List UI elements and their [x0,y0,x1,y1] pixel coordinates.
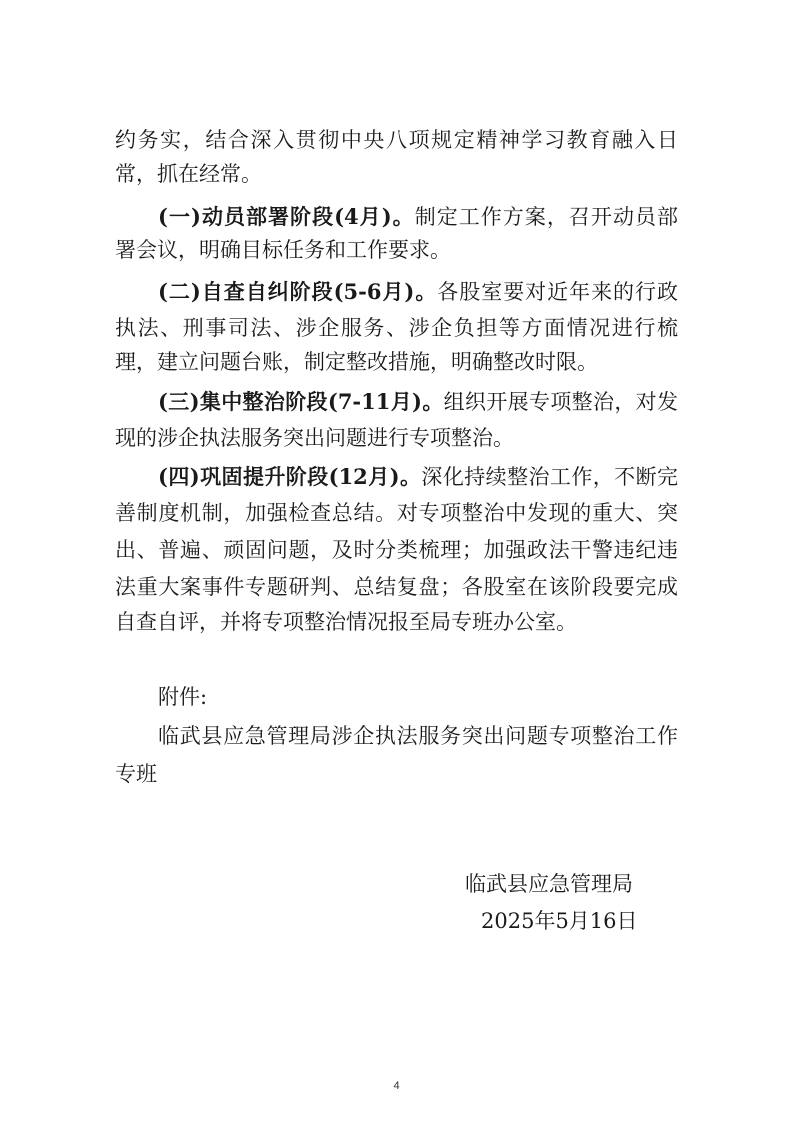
phase-1-text: 制定工作方案，召开动员部 [414,205,678,229]
phase-2-line-2: 执法、刑事司法、涉企服务、涉企负担等方面情况进行梳 [115,316,678,340]
phase-2-line-3: 理，建立问题台账，制定整改措施，明确整改时限。 [115,350,598,374]
phase-3-line-2: 现的涉企执法服务突出问题进行专项整治。 [115,426,514,450]
phase-2-text: 各股室要对近年来的行政 [437,280,678,304]
phase-4-line-2: 善制度机制，加强检查总结。对专项整治中发现的重大、突 [115,501,678,525]
signature-org: 临武县应急管理局 [465,872,633,896]
page-number: 4 [393,1080,400,1092]
phase-2-heading: (二)自查自纠阶段(5-6月)。 [158,279,438,304]
phase-1-line-1 [158,206,678,228]
phase-3-line-1 [158,391,678,413]
phase-4-line-4: 法重大案事件专题研判、总结复盘；各股室在该阶段要完成 [115,575,678,599]
phase-3-text: 组织开展专项整治，对发 [443,390,679,414]
body-line: 常，抓在经常。 [115,162,262,186]
phase-3-heading: (三)集中整治阶段(7-11月)。 [158,389,444,414]
phase-4-line-3: 出、普遍、顽固问题，及时分类梳理；加强政法干警违纪违 [115,538,678,562]
phase-1-heading: (一)动员部署阶段(4月)。 [158,204,415,229]
phase-4-heading: (四)巩固提升阶段(12月)。 [158,464,422,489]
phase-4-line-1 [158,466,678,488]
phase-4-line-5: 自查自评，并将专项整治情况报至局专班办公室。 [115,610,577,634]
phase-4-text: 深化持续整治工作，不断完 [421,465,679,489]
attachment-title-line-2: 专班 [115,762,157,786]
attachment-title-line-1: 临武县应急管理局涉企执法服务突出问题专项整治工作 [158,724,678,748]
signature-date: 2025年5月16日 [481,909,638,933]
body-line: 约务实，结合深入贯彻中央八项规定精神学习教育融入日 [115,128,678,152]
phase-1-line-2: 署会议，明确目标任务和工作要求。 [115,238,451,262]
attachment-label: 附件: [158,685,208,709]
phase-2-line-1 [158,281,678,303]
